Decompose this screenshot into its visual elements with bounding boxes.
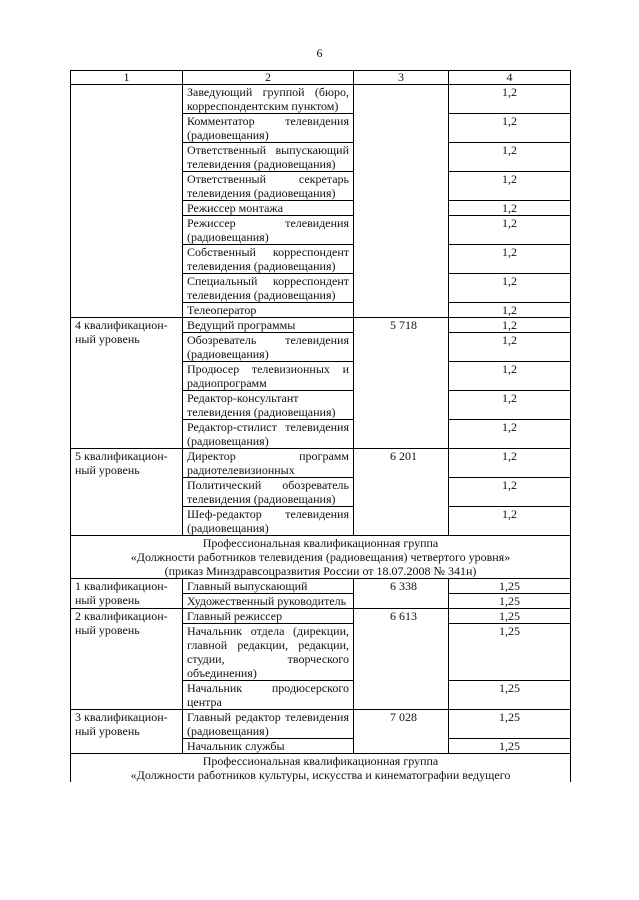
post-cell: Шеф-редактор телевидения (радиовещания) xyxy=(183,507,354,536)
post-cell: Начальник службы xyxy=(183,739,354,754)
page-number: 6 xyxy=(316,46,323,60)
group-heading xyxy=(71,754,571,783)
coef-cell: 1,2 xyxy=(449,143,571,172)
header-col-3: 3 xyxy=(354,71,449,85)
post-cell: Специальный корреспондент телевидения (радиовещания) xyxy=(183,274,354,303)
level-cell: 2 квалификацион-ный уровень xyxy=(71,609,183,710)
group-heading-line: (приказ Минздравсоцразвития России от 18.07.2008 № 341н) xyxy=(164,564,477,578)
coef-cell: 1,25 xyxy=(449,681,571,710)
post-cell: Главный выпускающий xyxy=(183,579,354,594)
post-cell: Телеоператор xyxy=(183,303,354,318)
post-cell: Политический обозреватель телевидения (радиовещания) xyxy=(183,478,354,507)
coef-cell: 1,2 xyxy=(449,303,571,318)
post-cell: Редактор-консультант телевидения (радиовещания) xyxy=(183,391,354,420)
post-cell: Обозреватель телевидения (радиовещания) xyxy=(183,333,354,362)
table-row xyxy=(71,449,571,478)
salary-table xyxy=(70,70,571,782)
post-cell: Художественный руководитель xyxy=(183,594,354,609)
post-cell: Заведующий группой (бюро, корреспондентским пунктом) xyxy=(183,85,354,114)
table-row xyxy=(71,579,571,594)
group-heading-row xyxy=(71,754,571,783)
salary-cell: 6 613 xyxy=(354,609,449,710)
level-cell: 1 квалификацион-ный уровень xyxy=(71,579,183,609)
coef-cell: 1,2 xyxy=(449,201,571,216)
group-heading-line: Профессиональная квалификационная группа xyxy=(202,536,439,550)
post-cell: Ответственный выпускающий телевидения (радиовещания) xyxy=(183,143,354,172)
level-cell: 4 квалификацион-ный уровень xyxy=(71,318,183,449)
coef-cell: 1,2 xyxy=(449,420,571,449)
coef-cell: 1,2 xyxy=(449,114,571,143)
table-row xyxy=(71,609,571,624)
coef-cell: 1,2 xyxy=(449,274,571,303)
coef-cell: 1,2 xyxy=(449,245,571,274)
post-cell: Начальник продюсерского центра xyxy=(183,681,354,710)
post-cell: Режиссер монтажа xyxy=(183,201,354,216)
post-cell: Комментатор телевидения (радиовещания) xyxy=(183,114,354,143)
salary-cell xyxy=(354,85,449,318)
level-cell xyxy=(71,85,183,318)
group-heading-line: «Должности работников телевидения (радиовещания) четвертого уровня» xyxy=(130,550,511,564)
coef-cell: 1,2 xyxy=(449,478,571,507)
post-cell: Ведущий программы xyxy=(183,318,354,333)
salary-cell: 7 028 xyxy=(354,710,449,754)
level-cell: 3 квалификацион-ный уровень xyxy=(71,710,183,754)
coef-cell: 1,2 xyxy=(449,216,571,245)
salary-cell: 6 338 xyxy=(354,579,449,609)
post-cell: Продюсер телевизионных и радиопрограмм xyxy=(183,362,354,391)
coef-cell: 1,2 xyxy=(449,507,571,536)
header-col-1: 1 xyxy=(71,71,183,85)
coef-cell: 1,25 xyxy=(449,594,571,609)
coef-cell: 1,25 xyxy=(449,609,571,624)
post-cell: Главный режиссер xyxy=(183,609,354,624)
table-row xyxy=(71,318,571,333)
post-cell: Начальник отдела (дирекции, главной редакции, редакции, студии, творческого объединения) xyxy=(183,624,354,681)
group-heading-line: Профессиональная квалификационная группа xyxy=(202,754,439,768)
group-heading-row xyxy=(71,536,571,579)
coef-cell: 1,2 xyxy=(449,391,571,420)
header-col-2: 2 xyxy=(183,71,354,85)
salary-cell: 6 201 xyxy=(354,449,449,536)
post-cell: Директор программ радиотелевизионных xyxy=(183,449,354,478)
table-row xyxy=(71,85,571,114)
coef-cell: 1,2 xyxy=(449,318,571,333)
post-cell: Редактор-стилист телевидения (радиовещания) xyxy=(183,420,354,449)
coef-cell: 1,25 xyxy=(449,579,571,594)
coef-cell: 1,25 xyxy=(449,739,571,754)
table-header-row xyxy=(71,71,571,85)
post-cell: Ответственный секретарь телевидения (радиовещания) xyxy=(183,172,354,201)
coef-cell: 1,2 xyxy=(449,362,571,391)
coef-cell: 1,25 xyxy=(449,624,571,681)
post-cell: Главный редактор телевидения (радиовещания) xyxy=(183,710,354,739)
coef-cell: 1,2 xyxy=(449,333,571,362)
post-cell: Собственный корреспондент телевидения (радиовещания) xyxy=(183,245,354,274)
coef-cell: 1,2 xyxy=(449,172,571,201)
level-cell: 5 квалификацион-ный уровень xyxy=(71,449,183,536)
salary-cell: 5 718 xyxy=(354,318,449,449)
group-heading xyxy=(71,536,571,579)
post-cell: Режиссер телевидения (радиовещания) xyxy=(183,216,354,245)
coef-cell: 1,2 xyxy=(449,85,571,114)
header-col-4: 4 xyxy=(449,71,571,85)
group-heading-line: «Должности работников культуры, искусства и кинематографии ведущего xyxy=(130,768,511,782)
coef-cell: 1,25 xyxy=(449,710,571,739)
coef-cell: 1,2 xyxy=(449,449,571,478)
table-row xyxy=(71,710,571,739)
